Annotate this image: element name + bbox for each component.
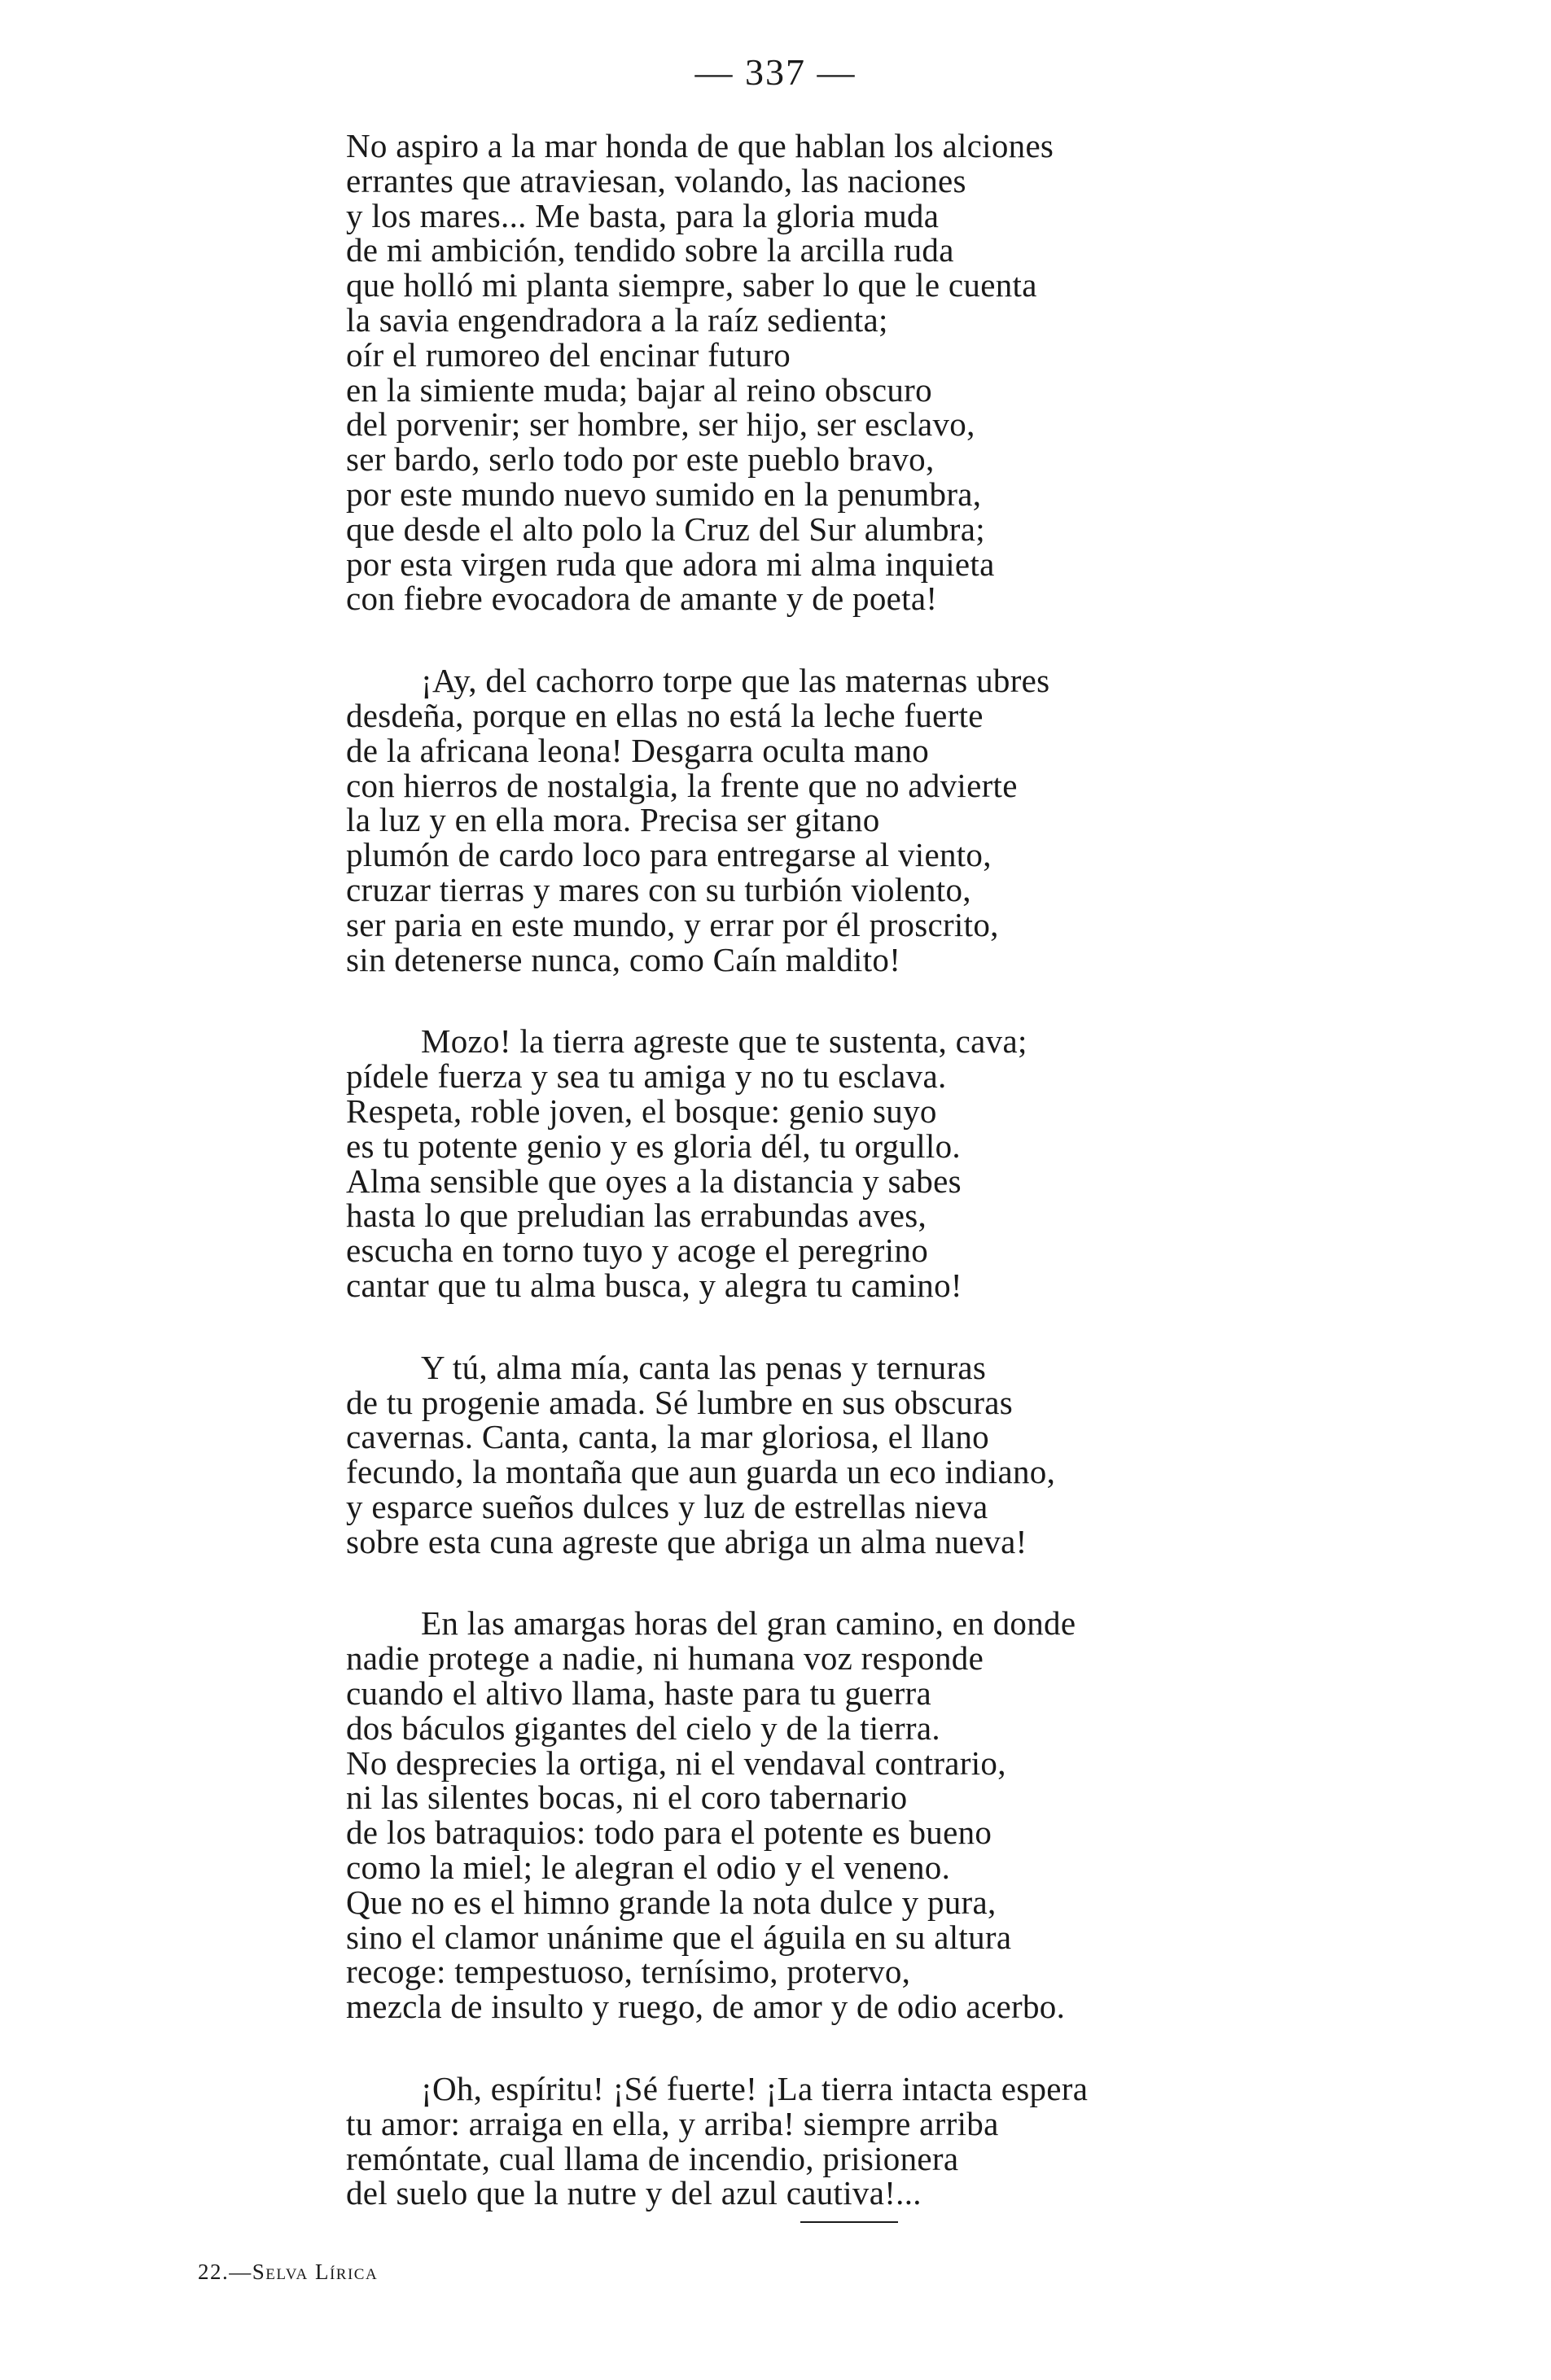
stanza-2 — [346, 663, 1290, 977]
poem-line: por este mundo nuevo sumido en la penumbra, — [346, 475, 982, 513]
poem-line: ni las silentes bocas, ni el coro tabernario — [346, 1778, 908, 1817]
poem-line: remóntate, cual llama de incendio, prisionera — [346, 2139, 959, 2177]
poem-line: Y tú, alma mía, canta las penas y ternuras — [421, 1348, 987, 1386]
poem-line: escucha en torno tuyo y acoge el peregrino — [346, 1232, 929, 1270]
poem-line: Respeta, roble joven, el bosque: genio suyo — [346, 1092, 937, 1130]
poem-line: que desde el alto polo la Cruz del Sur alumbra; — [346, 510, 985, 548]
poem-line: ¡Oh, espíritu! ¡Sé fuerte! ¡La tierra intacta espera — [421, 2070, 1089, 2108]
poem-line: cantar que tu alma busca, y alegra tu camino! — [346, 1266, 962, 1304]
poem-line: en la simiente muda; bajar al reino obscuro — [346, 370, 932, 409]
poem-line: del porvenir; ser hombre, ser hijo, ser esclavo, — [346, 405, 975, 444]
poem-line: En las amargas horas del gran camino, en donde — [421, 1604, 1076, 1643]
stanza-1 — [346, 129, 1290, 616]
poem-line: de tu progenie amada. Sé lumbre en sus obscuras — [346, 1383, 1014, 1421]
page-number: — 337 — — [694, 51, 857, 93]
poem-line: de la africana leona! Desgarra oculta mano — [346, 731, 930, 769]
poem-line: errantes que atraviesan, volando, las naciones — [346, 161, 966, 199]
poem-line: ser paria en este mundo, y errar por él proscrito, — [346, 905, 999, 943]
end-divider — [800, 2221, 898, 2223]
poem-line: nadie protege a nadie, ni humana voz responde — [346, 1639, 984, 1678]
poem-line: sin detenerse nunca, como Caín maldito! — [346, 940, 901, 978]
poem-line: plumón de cardo loco para entregarse al viento, — [346, 836, 992, 874]
poem-line: recoge: tempestuoso, ternísimo, protervo, — [346, 1953, 911, 1991]
poem-line: Alma sensible que oyes a la distancia y sabes — [346, 1162, 962, 1200]
poem-line: mezcla de insulto y ruego, de amor y de odio acerbo. — [346, 1988, 1066, 2026]
poem-line: con hierros de nostalgia, la frente que no advierte — [346, 766, 1018, 804]
footer-signature: 22.—Selva Lírica — [198, 2260, 379, 2284]
poem-line: Mozo! la tierra agreste que te sustenta, cava; — [421, 1022, 1027, 1061]
stanza-6 — [346, 2072, 1290, 2211]
poem-line: es tu potente genio y es gloria dél, tu orgullo. — [346, 1127, 961, 1165]
poem-line: ser bardo, serlo todo por este pueblo bravo, — [346, 440, 935, 479]
stanza-4 — [346, 1350, 1290, 1560]
poem-line: hasta lo que preludian las errabundas aves, — [346, 1197, 927, 1235]
stanza-5 — [346, 1606, 1290, 2024]
poem-line: con fiebre evocadora de amante y de poeta! — [346, 580, 938, 618]
poem-line: la savia engendradora a la raíz sedienta; — [346, 300, 888, 339]
poem-line: la luz y en ella mora. Precisa ser gitano — [346, 801, 880, 839]
poem-line: tu amor: arraiga en ella, y arriba! siempre arriba — [346, 2104, 999, 2142]
poem-line: cruzar tierras y mares con su turbión violento, — [346, 870, 971, 908]
poem-line: pídele fuerza y sea tu amiga y no tu esclava. — [346, 1057, 947, 1096]
poem-line: sobre esta cuna agreste que abriga un alma nueva! — [346, 1522, 1027, 1560]
poem-body — [346, 129, 1290, 2258]
poem-line: ¡Ay, del cachorro torpe que las maternas ubres — [421, 662, 1050, 700]
poem-line: cuando el altivo llama, haste para tu guerra — [346, 1674, 932, 1713]
poem-line: cavernas. Canta, canta, la mar gloriosa, el llano — [346, 1418, 989, 1456]
poem-line: Que no es el himno grande la nota dulce y pura, — [346, 1883, 997, 1921]
poem-line: No aspiro a la mar honda de que hablan los alciones — [346, 127, 1054, 164]
poem-line: dos báculos gigantes del cielo y de la tierra. — [346, 1708, 940, 1747]
poem-line: sino el clamor unánime que el águila en su altura — [346, 1918, 1012, 1956]
poem-line: desdeña, porque en ellas no está la leche fuerte — [346, 696, 984, 734]
poem-line: oír el rumoreo del encinar futuro — [346, 335, 791, 374]
poem-line: No desprecies la ortiga, ni el vendaval contrario, — [346, 1743, 1006, 1782]
poem-line: del suelo que la nutre y del azul cautiva!... — [346, 2174, 922, 2212]
poem-line: fecundo, la montaña que aun guarda un eco indiano, — [346, 1453, 1056, 1491]
poem-line: como la miel; le alegran el odio y el veneno. — [346, 1848, 951, 1887]
poem-line: de los batraquios: todo para el potente es bueno — [346, 1813, 992, 1852]
poem-line: y esparce sueños dulces y luz de estrellas nieva — [346, 1487, 988, 1525]
poem-line: por esta virgen ruda que adora mi alma inquieta — [346, 545, 995, 583]
stanza-3 — [346, 1024, 1290, 1302]
poem-line: de mi ambición, tendido sobre la arcilla ruda — [346, 231, 954, 269]
poem-line: que holló mi planta siempre, saber lo que le cuenta — [346, 266, 1037, 304]
poem-line: y los mares... Me basta, para la gloria muda — [346, 196, 940, 234]
